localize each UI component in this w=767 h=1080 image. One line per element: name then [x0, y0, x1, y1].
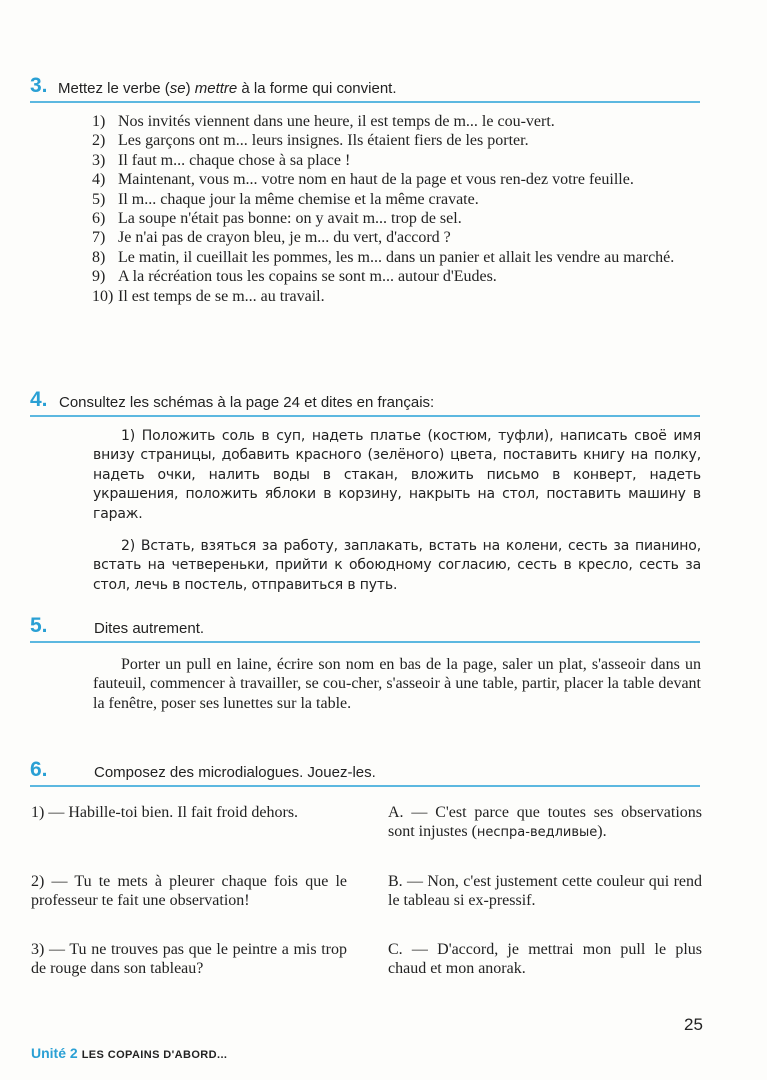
- exercise-5-text: [93, 655, 701, 713]
- exercise-4-text: [93, 427, 701, 595]
- section-rule: [30, 101, 700, 103]
- exercise-title: Composez des microdialogues. Jouez-les.: [94, 764, 376, 781]
- exercise-3-list: [92, 112, 702, 306]
- paragraph: 2) Встать, взяться за работу, заплакать, встать на колени, сесть за пианино, встать на четвереньки, прийти к обоюдному согласию, сесть в кресло, сесть за стол, лечь в постель, отправиться в путь.: [93, 538, 701, 593]
- exercise-number: 5.: [30, 614, 48, 637]
- list-item: 8) Le matin, il cueillait les pommes, les m... dans un panier et allait les vendre au marché.: [92, 248, 675, 266]
- exercise-number: 3.: [30, 74, 48, 97]
- dialogue-right-a: A. — C'est parce que toutes ses observations sont injustes (неспра-ведливые).: [388, 804, 702, 841]
- page-number: 25: [684, 1015, 703, 1034]
- list-item: 4) Maintenant, vous m... votre nom en haut de la page et vous ren-dez votre feuille.: [92, 171, 634, 189]
- list-item: 1) Nos invités viennent dans une heure, il est temps de m... le cou-vert.: [92, 113, 555, 130]
- exercise-title: Dites autrement.: [94, 620, 205, 637]
- dialogue-right-c: C. — D'accord, je mettrai mon pull le plus chaud et mon anorak.: [388, 941, 702, 978]
- unit-footer: [31, 1045, 227, 1063]
- list-item: 3) Il faut m... chaque chose à sa place !: [92, 151, 351, 169]
- dialogue-right-b: B. — Non, c'est justement cette couleur qui rend le tableau si ex-pressif.: [388, 873, 702, 910]
- exercise-title: Mettez le verbe (se) mettre à la forme qui convient.: [58, 80, 397, 97]
- section-rule: [30, 641, 700, 643]
- dialogue-left-2: 2) — Tu te mets à pleurer chaque fois que le professeur te fait une observation!: [31, 873, 347, 910]
- list-item: 6) La soupe n'était pas bonne: on y avait m... trop de sel.: [92, 210, 462, 228]
- dialogue-left-3: 3) — Tu ne trouves pas que le peintre a mis trop de rouge dans son tableau?: [31, 941, 347, 978]
- paragraph: Porter un pull en laine, écrire son nom en bas de la page, saler un plat, s'asseoir dans un fauteuil, commencer à travailler, se cou-cher, s'asseoir à une table, partir, placer la table devant la fenêtre, poser ses lunettes sur la table.: [93, 656, 701, 712]
- list-item: 9) A la récréation tous les copains se sont m... autour d'Eudes.: [92, 268, 497, 286]
- section-rule: [30, 785, 700, 787]
- exercise-title: Consultez les schémas à la page 24 et dites en français:: [59, 394, 435, 411]
- unit-label: Unité 2: [31, 1045, 78, 1061]
- paragraph: 1) Положить соль в суп, надеть платье (костюм, туфли), написать своё имя внизу страницы, добавить красного (зелёного) цвета, поставить книгу на полку, надеть очки, налить воды в стакан, вложить письмо в конверт, надеть украшения, положить яблоки в корзину, накрыть на стол, поставить машину в гараж.: [93, 428, 701, 522]
- list-item: 10) Il est temps de se m... au travail.: [92, 287, 325, 305]
- list-item: 2) Les garçons ont m... leurs insignes. Ils étaient fiers de les porter.: [92, 132, 529, 150]
- dialogue-left-1: 1) — Habille-toi bien. Il fait froid dehors.: [31, 804, 299, 821]
- list-item: 5) Il m... chaque jour la même chemise et la même cravate.: [92, 190, 479, 208]
- list-item: 7) Je n'ai pas de crayon bleu, je m... du vert, d'accord ?: [92, 229, 451, 247]
- exercise-number: 6.: [30, 758, 48, 781]
- unit-name: LES COPAINS D'ABORD...: [81, 1049, 228, 1061]
- exercise-number: 4.: [30, 388, 48, 411]
- section-rule: [30, 415, 700, 417]
